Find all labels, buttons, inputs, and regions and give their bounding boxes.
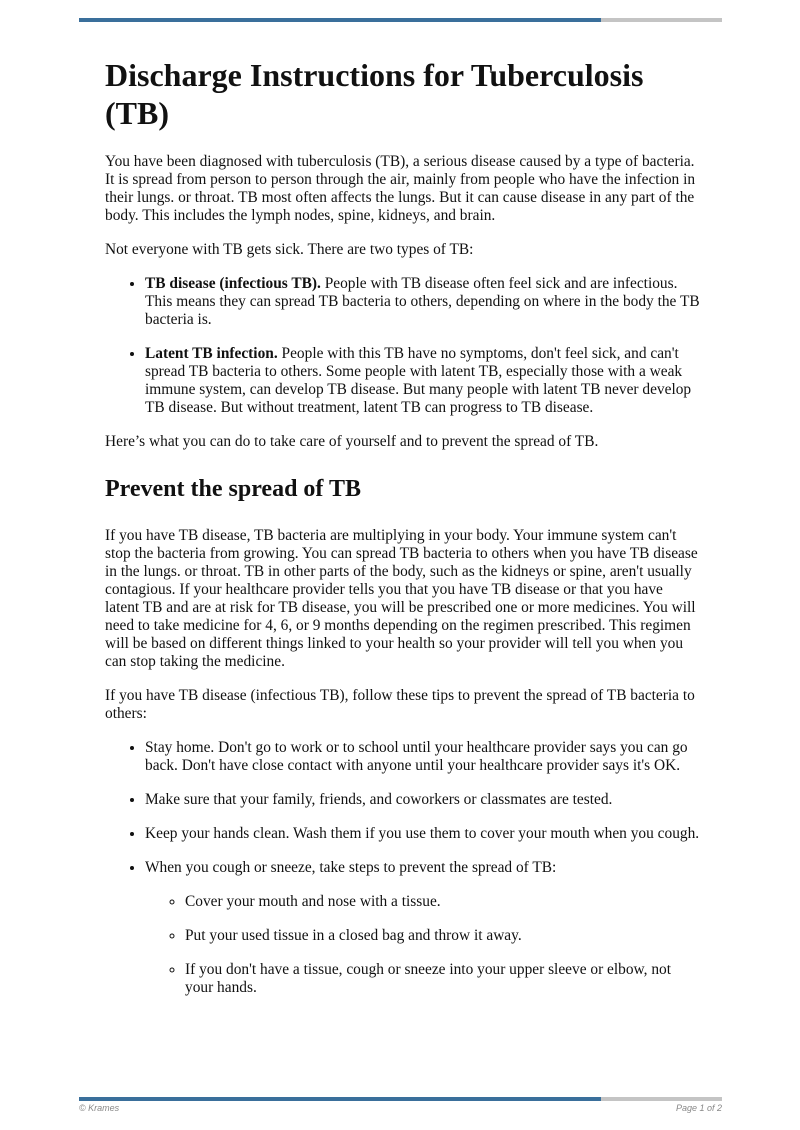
cough-steps-list: [145, 893, 700, 997]
list-item-term: TB disease (infectious TB).: [145, 275, 321, 292]
top-accent-bar-gray: [601, 18, 722, 22]
list-item-text: Keep your hands clean. Wash them if you use them to cover your mouth when you cough.: [145, 825, 700, 842]
tips-list: [105, 739, 700, 997]
list-item-text: When you cough or sneeze, take steps to prevent the spread of TB:: [145, 859, 557, 876]
list-item: [145, 275, 700, 329]
footer-copyright: © Krames: [79, 1103, 120, 1113]
list-item: [145, 859, 700, 997]
bottom-accent-bar-gray: [601, 1097, 722, 1101]
list-item: [145, 739, 700, 775]
top-accent-bar-blue: [79, 18, 601, 22]
list-item-text: Make sure that your family, friends, and coworkers or classmates are tested.: [145, 791, 613, 808]
sub-list-item: ◦ Cover your mouth and nose with a tissue.: [185, 893, 700, 911]
care-intro-paragraph: Here’s what you can do to take care of yourself and to prevent the spread of TB.: [105, 433, 599, 450]
list-item-text: People with TB disease often feel sick and are infectious. This means they can spread TB bacteria to others, depending on where in the body the TB bacteria is.: [145, 275, 700, 328]
sub-list-item: ◦ If you don't have a tissue, cough or sneeze into your upper sleeve or elbow, not your hands.: [185, 961, 700, 997]
list-item: [145, 825, 700, 843]
bottom-accent-bar: [79, 1097, 722, 1101]
bottom-accent-bar-blue: [79, 1097, 601, 1101]
list-item: [145, 345, 700, 417]
tb-types-list: [105, 275, 700, 417]
types-intro-paragraph: Not everyone with TB gets sick. There are two types of TB:: [105, 241, 474, 258]
section-paragraph: If you have TB disease (infectious TB), follow these tips to prevent the spread of TB bacteria to others:: [105, 687, 695, 722]
section-heading: Prevent the spread of TB: [105, 476, 361, 502]
list-item-text: Stay home. Don't go to work or to school until your healthcare provider says you can go back. Don't have close contact with anyone until your healthcare provider says it's OK.: [145, 739, 688, 774]
sub-list-item: ◦ Put your used tissue in a closed bag and throw it away.: [185, 927, 700, 945]
list-item: [145, 791, 700, 809]
intro-paragraph: You have been diagnosed with tuberculosis (TB), a serious disease caused by a type of bacteria. It is spread from person to person through the air, mainly from people who have the infection in their lungs. or throat. TB most often affects the lungs. But it can cause disease in any part of the body. This includes the lymph nodes, spine, kidneys, and brain.: [105, 153, 696, 224]
footer-page-number: Page 1 of 2: [675, 1103, 722, 1113]
page-title: Discharge Instructions for Tuberculosis (TB): [105, 57, 644, 131]
document-body: [105, 56, 700, 1013]
top-accent-bar: [79, 18, 722, 22]
list-item-term: Latent TB infection.: [145, 345, 278, 362]
section-paragraph: If you have TB disease, TB bacteria are multiplying in your body. Your immune system can't stop the bacteria from growing. You can spread TB bacteria to others when you have TB disease in the lungs. or throat. TB in other parts of the body, such as the kidneys or spine, aren't usually contagious. If your healthcare provider tells you that you have TB disease or that you have latent TB and are at risk for TB disease, you will be prescribed one or more medicines. You will need to take medicine for 4, 6, or 9 months depending on the regimen prescribed. This regimen will be based on different things linked to your health so your provider will tell you when you can stop taking the medicine.: [105, 527, 698, 670]
list-item-text: People with this TB have no symptoms, don't feel sick, and can't spread TB bacteria to others. Some people with latent TB, especially those with a weak immune system, can develop TB disease. But many people with latent TB never develop TB disease. But without treatment, latent TB can progress to TB disease.: [145, 345, 692, 416]
